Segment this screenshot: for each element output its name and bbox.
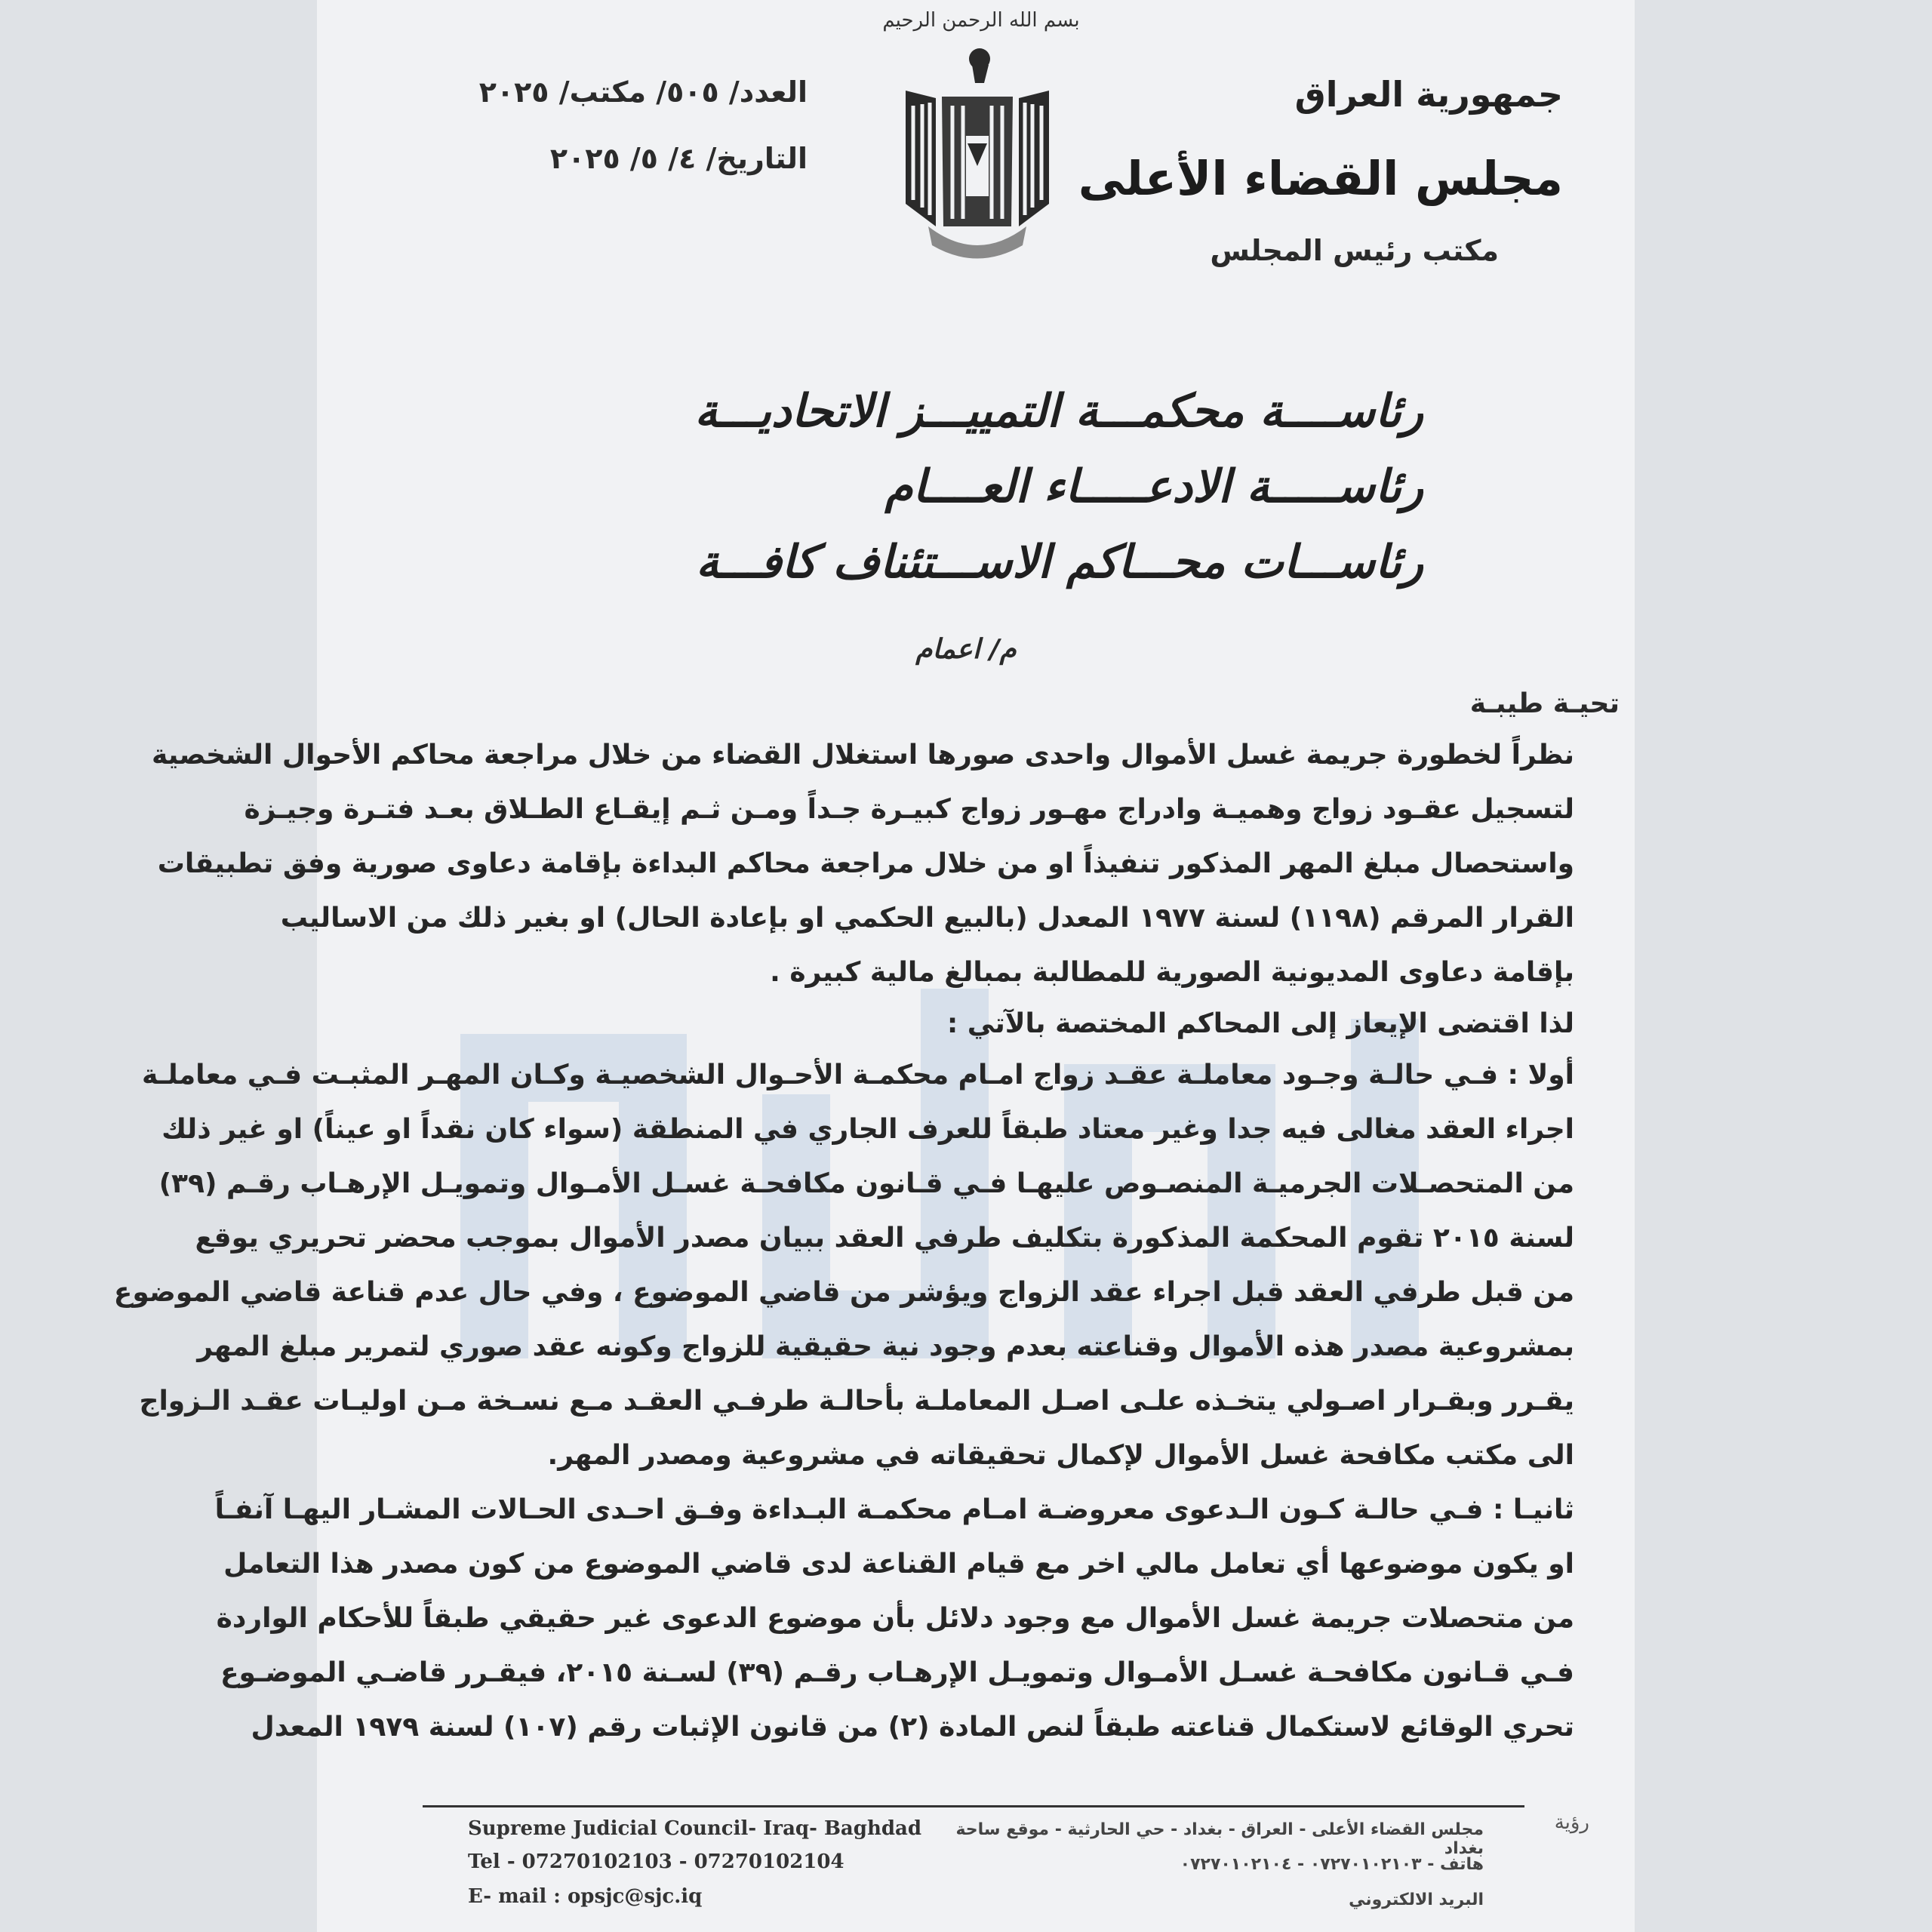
body-line: أولا : فـي حالـة وجـود معاملـة عقـد زواج امـام محكمـة الأحـوال الشخصيـة وكـان المهـر المثبـت فـي معاملـة bbox=[142, 1060, 1574, 1091]
letter-date: التاريخ/ ٤/ ٥/ ٢٠٢٥ bbox=[549, 142, 808, 175]
body-line: من متحصلات جريمة غسل الأموال مع وجود دلائل بأن موضوع الدعوى غير حقيقي طبقاً للأحكام الواردة bbox=[216, 1603, 1574, 1634]
reference-number: العدد/ ٥٠٥/ مكتب/ ٢٠٢٥ bbox=[478, 75, 808, 109]
office-title: مكتب رئيس المجلس bbox=[1210, 234, 1499, 267]
republic-title: جمهورية العراق bbox=[1294, 74, 1563, 115]
footer-phone-en: Tel - 07270102103 - 07270102104 bbox=[468, 1850, 844, 1873]
body-line: بمشروعية مصدر هذه الأموال وقناعته بعدم وجود نية حقيقية للزواج وكونه عقد صوري لتمرير مبلغ المهر bbox=[197, 1331, 1574, 1362]
subject-line: م/ اعمام bbox=[915, 634, 1017, 665]
body-line: بإقامة دعاوى المديونية الصورية للمطالبة بمبالغ مالية كبيرة . bbox=[770, 957, 1574, 988]
body-line: او يكون موضوعها أي تعامل مالي اخر مع قيام القناعة لدى قاضي الموضوع من كون مصدر هذا التعامل bbox=[223, 1549, 1574, 1580]
body-line: من قبل طرفي العقد قبل اجراء عقد الزواج ويؤشر من قاضي الموضوع ، وفي حال عدم قناعة قاضي الموضوع bbox=[113, 1277, 1574, 1308]
letter-page bbox=[113, 0, 1635, 1932]
greeting: تحيـة طيبـة bbox=[1469, 688, 1620, 719]
basmala: بسم الله الرحمن الرحيم bbox=[882, 9, 1080, 32]
body-line: من المتحصـلات الجرميـة المنصـوص عليهـا فـي قـانون مكافحـة غسـل الأمـوال وتمويـل الإرهـاب رقـم (٣٩) bbox=[158, 1168, 1574, 1199]
footer-divider bbox=[423, 1805, 1524, 1807]
body-line: لتسجيل عقـود زواج وهميـة وادراج مهـور زواج كبيـرة جـداً ومـن ثـم إيقـاع الطـلاق بعـد فتـرة وجيـزة bbox=[244, 794, 1574, 825]
body-line: الى مكتب مكافحة غسل الأموال لإكمال تحقيقاته في مشروعية ومصدر المهر. bbox=[547, 1440, 1574, 1471]
body-line: تحري الوقائع لاستكمال قناعته طبقاً لنص المادة (٢) من قانون الإثبات رقم (١٠٧) لسنة ١٩٧٩ المعدل bbox=[251, 1712, 1574, 1743]
body-line: واستحصال مبلغ المهر المذكور تنفيذاً او من خلال مراجعة محاكم البداءة بإقامة دعاوى صورية وفق تطبيقات bbox=[157, 848, 1574, 879]
footer-phone-ar: هاتف - ٠٧٢٧٠١٠٢١٠٣ - ٠٧٢٧٠١٠٢١٠٤ bbox=[1180, 1855, 1484, 1874]
footer-address-ar: مجلس القضاء الأعلى - العراق - بغداد - حي الحارثية - موقع ساحة بغداد bbox=[955, 1820, 1484, 1858]
letter-body bbox=[113, 728, 1574, 1755]
body-line: لذا اقتضى الإيعاز إلى المحاكم المختصة بالآتي : bbox=[946, 1008, 1574, 1039]
eagle-emblem-icon bbox=[891, 38, 1064, 264]
footer-mark: رؤية bbox=[1554, 1811, 1589, 1834]
footer-address-en: Supreme Judicial Council- Iraq- Baghdad bbox=[468, 1817, 922, 1840]
addressee-2: رئاســـــة الادعـــــاء العــــام bbox=[884, 460, 1423, 513]
body-line: ثانيـا : فـي حالـة كـون الـدعوى معروضـة امـام محكمـة البـداءة وفـق احـدى الحـالات المشـار اليهـا آنفـاً bbox=[214, 1494, 1574, 1525]
body-line: فـي قـانون مكافحـة غسـل الأمـوال وتمويـل الإرهـاب رقـم (٣٩) لسـنة ٢٠١٥، فيقـرر قاضـي الموضـوع bbox=[220, 1657, 1574, 1688]
body-line: نظراً لخطورة جريمة غسل الأموال واحدى صورها استغلال القضاء من خلال مراجعة محاكم الأحوال الشخصية bbox=[151, 740, 1574, 771]
body-line: اجراء العقد مغالى فيه جدا وغير معتاد طبقاً للعرف الجاري في المنطقة (سواء كان نقداً او عيناً) او غير ذلك bbox=[162, 1114, 1574, 1145]
council-title: مجلس القضاء الأعلى bbox=[1078, 151, 1563, 206]
body-line: يقـرر وبقـرار اصـولي يتخـذه علـى اصـل المعاملـة بأحالـة طرفـي العقـد مـع نسـخة مـن اوليـات عقـد الـزواج bbox=[139, 1386, 1574, 1417]
addressee-3: رئاســـات محـــاكم الاســـتئناف كافـــة bbox=[696, 536, 1423, 589]
addressee-1: رئاســــة محكمـــة التمييـــز الاتحاديـــة bbox=[694, 385, 1423, 438]
footer-email-ar: البريد الالكتروني bbox=[1349, 1890, 1484, 1909]
body-line: القرار المرقم (١١٩٨) لسنة ١٩٧٧ المعدل (بالبيع الحكمي او بإعادة الحال) او بغير ذلك من الاساليب bbox=[280, 903, 1574, 934]
footer-email-en: E- mail : opsjc@sjc.iq bbox=[468, 1885, 703, 1908]
body-line: لسنة ٢٠١٥ تقوم المحكمة المذكورة بتكليف طرفي العقد ببيان مصدر الأموال بموجب محضر تحريري يوقع bbox=[195, 1223, 1574, 1254]
